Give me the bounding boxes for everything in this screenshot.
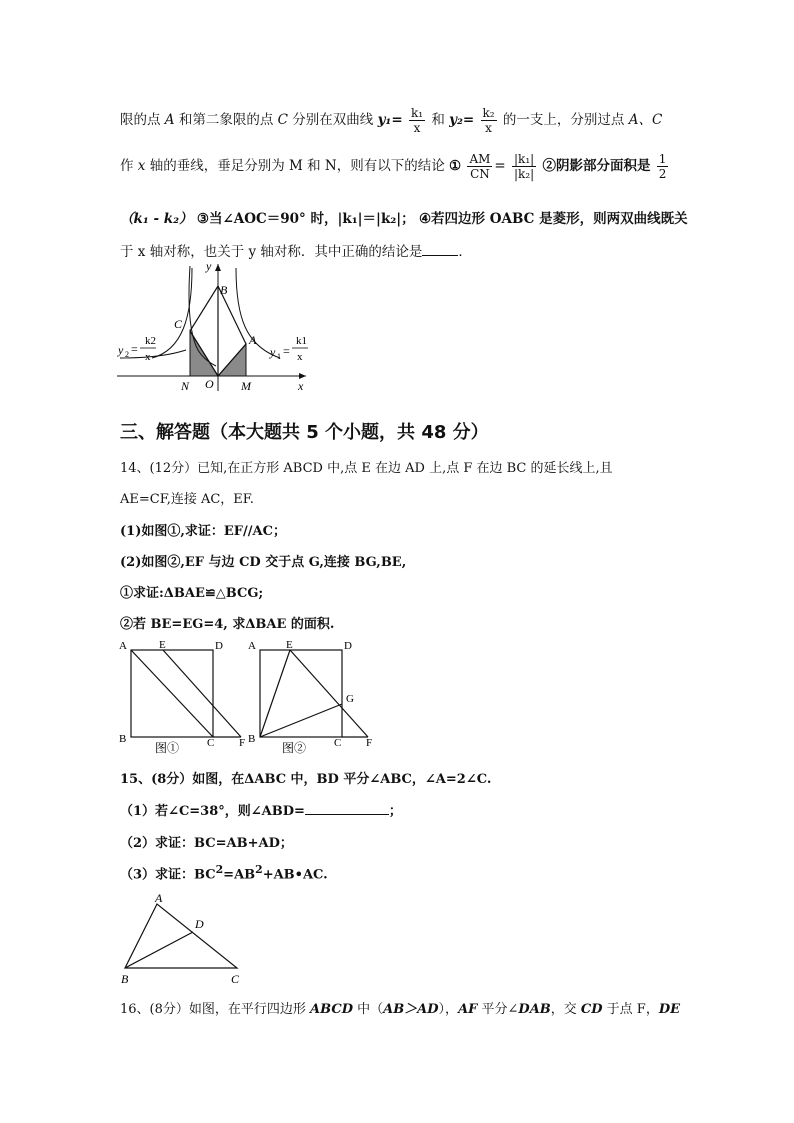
label-a: A: [119, 640, 127, 652]
left-fn-y: y: [118, 343, 124, 357]
conclusion-3: ③当∠AOC＝90° 时，|k₁|＝|k₂|；: [196, 211, 415, 227]
label-m: M: [241, 379, 251, 393]
q13-line-4: [120, 240, 472, 260]
q14-part-2-1: ①求证:ΔBAE≌△BCG;: [120, 586, 264, 601]
numerator: k₂: [482, 106, 495, 120]
label-a: A: [155, 891, 163, 905]
superscript: 2: [255, 863, 263, 876]
section-heading: 三、解答题（本大题共 5 个小题，共 48 分）: [120, 422, 489, 443]
q15-part-3: [120, 863, 328, 882]
label-b: B: [121, 972, 129, 986]
q15-line-1: 15、(8分）如图，在ΔABC 中，BD 平分∠ABC，∠A=2∠C.: [120, 772, 492, 787]
fraction-absk1-over-absk2: [512, 152, 536, 181]
label-d: D: [195, 917, 204, 931]
math: CD: [580, 1002, 603, 1017]
text: =AB: [223, 867, 256, 883]
denominator: CN: [470, 167, 490, 181]
left-fn-eq: =: [131, 342, 138, 356]
text: ；: [388, 804, 402, 819]
denominator: 2: [658, 167, 667, 181]
label-e: E: [159, 639, 166, 651]
fraction-k2-over-x: [481, 106, 497, 135]
text: 平分∠: [477, 1002, 519, 1017]
label-a: A: [249, 333, 257, 347]
q14-line-2: AE=CF,连接 AC，EF.: [120, 492, 254, 507]
fraction-k1-over-x: [409, 106, 425, 135]
denominator: x: [485, 121, 492, 135]
right-fn-y: y: [270, 345, 276, 359]
conclusion-4: ④若四边形 OABC 是菱形，则两双曲线既关: [418, 211, 688, 227]
left-hyperbola-branch: [152, 268, 192, 358]
right-fn-eq: =: [283, 344, 290, 358]
function-y2: y₂=: [449, 112, 475, 128]
text: 分别在双曲线: [292, 112, 374, 128]
label-d: D: [215, 640, 223, 652]
answer-blank: [422, 255, 458, 256]
numerator: AM: [469, 152, 491, 166]
numerator: k₁: [410, 106, 424, 120]
label-g: G: [346, 693, 354, 705]
left-fn-sub: 2: [125, 350, 129, 359]
text: 中（: [352, 1002, 384, 1017]
math: AB＞AD: [383, 1002, 439, 1017]
text: 和: [431, 112, 445, 128]
text: A、C: [628, 112, 663, 128]
figure-caption: 图①: [155, 741, 180, 755]
text: （k₁ - k₂）: [120, 211, 193, 227]
text: ．: [458, 244, 472, 260]
text: 限的点: [120, 112, 161, 128]
text: 16、(8分）如图，在平行四边形: [120, 1002, 311, 1017]
fraction-one-half: [657, 152, 669, 181]
segment-bd: [125, 932, 193, 968]
q14-part-2: (2)如图②,EF 与边 CD 交于点 G,连接 BG,BE,: [120, 555, 407, 570]
numerator: 1: [658, 152, 667, 166]
label-c: C: [334, 737, 342, 749]
label-b: B: [248, 733, 256, 745]
triangle-abc: [125, 904, 237, 968]
denominator: x: [413, 121, 421, 135]
answer-blank: [305, 814, 389, 815]
segment-bg: [260, 704, 342, 737]
q13-hyperbola-figure: [112, 258, 312, 398]
label-n: N: [181, 379, 190, 393]
q14-figure-1: [115, 638, 250, 758]
label-c: C: [231, 972, 240, 986]
q14-line-1: 14、(12分）已知,在正方形 ABCD 中,点 E 在边 AD 上,点 F 在边 BC 的延长线上,且: [120, 461, 613, 476]
y-axis-arrow-icon: [215, 264, 221, 271]
fraction-am-over-cn: [467, 152, 492, 181]
left-fn-num: k2: [145, 335, 156, 347]
superscript: 2: [215, 863, 224, 876]
label-c: C: [207, 737, 215, 749]
label-o: O: [205, 377, 214, 391]
label-f: F: [366, 737, 373, 749]
denominator: |k₂|: [514, 167, 535, 181]
conclusion-1-marker: ①: [449, 158, 462, 174]
label-d: D: [344, 640, 352, 652]
right-fn-sub: 1: [277, 352, 281, 361]
text: 于点 F，: [602, 1002, 659, 1017]
label-a: A: [248, 640, 256, 652]
label-e: E: [286, 639, 293, 651]
text: ，交: [550, 1002, 581, 1017]
q15-part-2: （2）求证：BC=AB+AD；: [120, 836, 293, 851]
q14-part-1: (1)如图①,求证：EF//AC；: [120, 524, 286, 539]
text: 轴的垂线，垂足分别为 M 和 N，则有以下的结论: [149, 158, 445, 174]
math: DAB: [518, 1002, 551, 1017]
figure-caption: 图②: [282, 741, 307, 755]
segment-ef: [163, 650, 241, 737]
text: 的一支上，分别过点: [502, 112, 625, 128]
q15-triangle-figure: [115, 890, 250, 988]
text: （1）若∠C=38°，则∠ABD=: [120, 804, 305, 819]
label-x: x: [298, 379, 304, 393]
label-y: y: [206, 259, 212, 273]
label-f: F: [239, 737, 246, 749]
text: x: [137, 158, 146, 174]
text: 于 x 轴对称，也关于 y 轴对称．其中正确的结论是: [120, 244, 423, 260]
q14-part-2-2: ②若 BE=EG=4, 求ΔBAE 的面积.: [120, 617, 335, 632]
math: ABCD: [310, 1002, 353, 1017]
point-label: C: [277, 112, 288, 128]
q15-part-1: [120, 800, 402, 819]
function-y1: y₁=: [377, 112, 403, 128]
text: 和第二象限的点: [178, 112, 274, 128]
label-c: C: [174, 317, 183, 331]
point-label: A: [164, 112, 175, 128]
right-fn-den: x: [297, 351, 303, 363]
q16-line-1: [120, 998, 680, 1017]
label-b: B: [119, 733, 127, 745]
q14-figure-2: [244, 638, 384, 758]
segment-ac: [131, 650, 213, 737]
math: DE: [658, 1002, 681, 1017]
numerator: |k₁|: [514, 152, 535, 166]
left-fn-den: x: [145, 351, 151, 363]
q13-line-3: [120, 207, 688, 227]
segment-be: [260, 650, 290, 737]
math: AF: [458, 1002, 478, 1017]
segment-ef: [290, 650, 368, 737]
text: 作: [120, 158, 134, 174]
text: +AB•AC.: [262, 867, 328, 883]
text: ），: [438, 1002, 459, 1017]
q13-line-2: 作 x 轴的垂线，垂足分别为 M 和 N，则有以下的结论 ① $\frac{AM}{CN}$ = $\frac{\text{|k₁|}}{\text{|k₂|}}$ ②阴影部分面积是 $\frac{1}{2}$: [120, 152, 667, 181]
q13-line-1: [120, 106, 662, 135]
conclusion-2: ②阴影部分面积是: [542, 158, 651, 174]
right-fn-num: k1: [296, 335, 307, 347]
label-b: B: [220, 283, 228, 297]
text: （3）求证：BC: [120, 867, 216, 883]
